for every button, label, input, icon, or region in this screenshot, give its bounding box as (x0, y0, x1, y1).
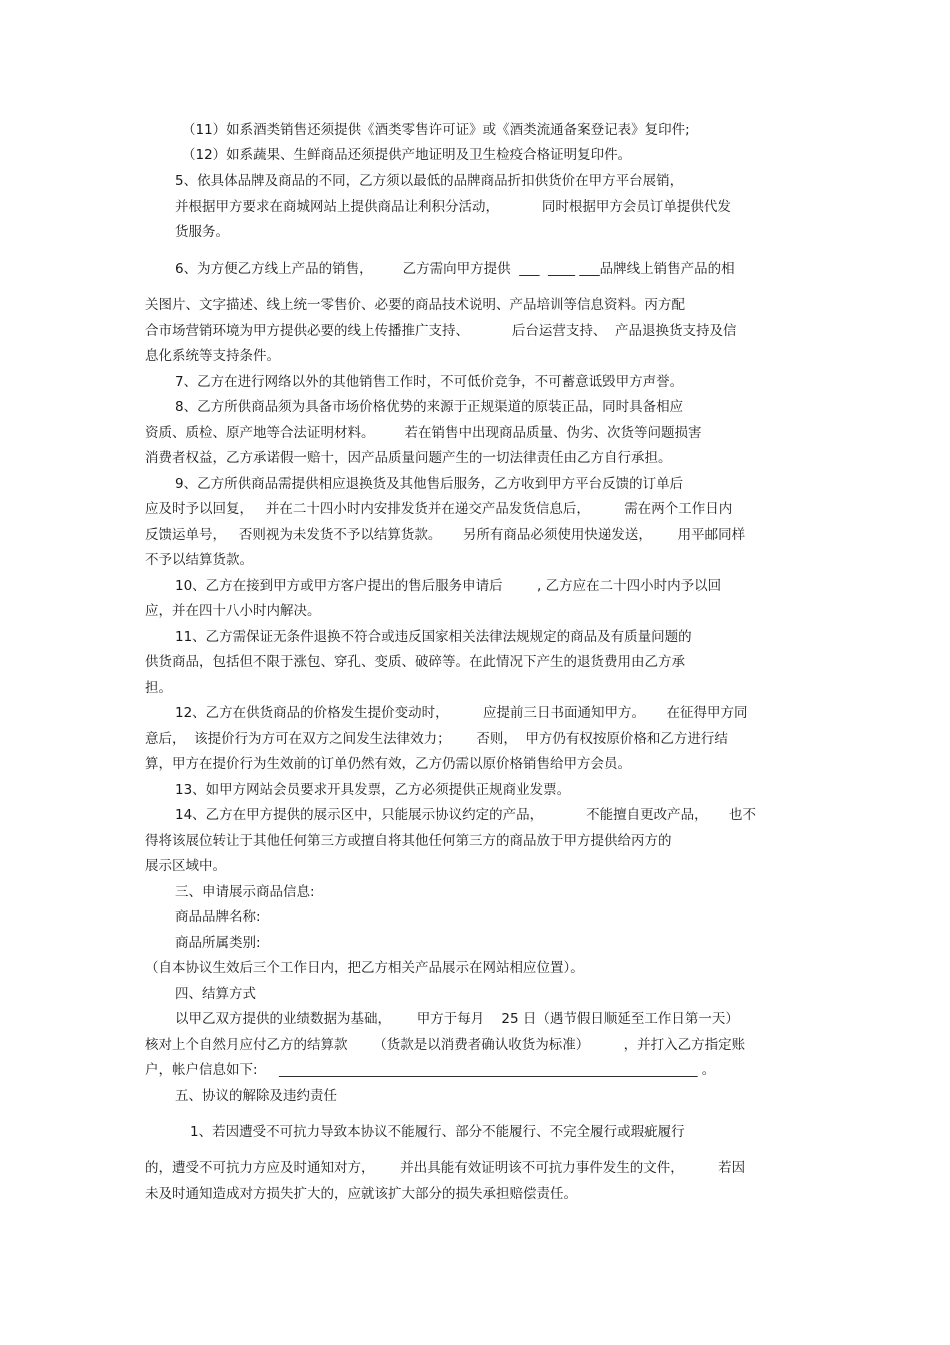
doc-line: 资质、质检、原产地等合法证明材料。 若在销售中出现商品质量、伪劣、次货等问题损害 (145, 425, 702, 441)
doc-line: 13、如甲方网站会员要求开具发票，乙方必须提供正规商业发票。 (175, 782, 571, 798)
doc-line: 货服务。 (175, 224, 229, 240)
field-label: 商品所属类别: (175, 935, 261, 951)
doc-line: 供货商品，包括但不限于涨包、穿孔、变质、破碎等。在此情况下产生的退货费用由乙方承 (145, 654, 685, 670)
doc-line: 10、乙方在接到甲方或甲方客户提出的售后服务申请后 , 乙方应在二十四小时内予以回 (175, 578, 722, 594)
doc-line: 担。 (145, 680, 172, 696)
section-heading: 三、申请展示商品信息: (175, 884, 315, 900)
doc-line: （11）如系酒类销售还须提供《酒类零售许可证》或《酒类流通备案登记表》复印件; (182, 122, 690, 138)
doc-line: （12）如系蔬果、生鲜商品还须提供产地证明及卫生检疫合格证明复印件。 (182, 147, 632, 163)
doc-line: 12、乙方在供货商品的价格发生提价变动时， 应提前三日书面通知甲方。 在征得甲方同 (175, 705, 748, 721)
section-heading: 五、协议的解除及违约责任 (175, 1088, 337, 1104)
doc-line: 以甲乙双方提供的业绩数据为基础， 甲方于每月 25 日（遇节假日顺延至工作日第一天） (175, 1011, 739, 1027)
doc-line: 未及时通知造成对方损失扩大的，应就该扩大部分的损失承担赔偿责任。 (145, 1186, 577, 1202)
doc-line: 核对上个自然月应付乙方的结算款 （货款是以消费者确认收货为标准） ，并打入乙方指定账 (145, 1037, 746, 1053)
doc-line: 8、乙方所供商品须为具备市场价格优势的来源于正规渠道的原装正品，同时具备相应 (175, 399, 684, 415)
doc-line: 反馈运单号， 否则视为未发货不予以结算货款。 另所有商品必须使用快递发送， 用平邮同样 (145, 527, 746, 543)
doc-line: 9、乙方所供商品需提供相应退换货及其他售后服务，乙方收到甲方平台反馈的订单后 (175, 476, 684, 492)
doc-line: 14、乙方在甲方提供的展示区中，只能展示协议约定的产品， 不能擅自更改产品， 也不 (175, 807, 757, 823)
doc-line: 展示区域中。 (145, 858, 226, 874)
doc-line: 户，帐户信息如下: ______________________________________________________________ 。 (145, 1062, 716, 1078)
doc-line: 不予以结算货款。 (145, 552, 253, 568)
doc-line: 并根据甲方要求在商城网站上提供商品让利积分活动， 同时根据甲方会员订单提供代发 (175, 199, 731, 215)
doc-line: 关图片、文字描述、线上统一零售价、必要的商品技术说明、产品培训等信息资料。丙方配 (145, 297, 685, 313)
doc-line: 7、乙方在进行网络以外的其他销售工作时，不可低价竞争，不可蓄意诋毁甲方声誉。 (175, 374, 684, 390)
doc-line: 合市场营销环境为甲方提供必要的线上传播推广支持、 后台运营支持、 产品退换货支持及信 (145, 323, 737, 339)
doc-line: 得将该展位转让于其他任何第三方或擅自将其他任何第三方的商品放于甲方提供给丙方的 (145, 833, 672, 849)
doc-line: 5、依具体品牌及商品的不同，乙方须以最低的品牌商品折扣供货价在甲方平台展销， (175, 173, 684, 189)
doc-line: 算，甲方在提价行为生效前的订单仍然有效，乙方仍需以原价格销售给甲方会员。 (145, 756, 631, 772)
doc-line: 息化系统等支持条件。 (145, 348, 280, 364)
doc-line: 1、若因遭受不可抗力导致本协议不能履行、部分不能履行、不完全履行或瑕疵履行 (190, 1124, 685, 1140)
doc-line: 意后， 该提价行为方可在双方之间发生法律效力； 否则， 甲方仍有权按原价格和乙方进行结 (145, 731, 728, 747)
doc-line: 6、为方便乙方线上产品的销售， 乙方需向甲方提供 ___ ____ ___品牌线上销售产品的相 (175, 261, 735, 277)
doc-line: 消费者权益，乙方承诺假一赔十，因产品质量问题产生的一切法律责任由乙方自行承担。 (145, 450, 672, 466)
section-heading: 四、结算方式 (175, 986, 256, 1002)
field-label: 商品品牌名称: (175, 909, 261, 925)
doc-line: （自本协议生效后三个工作日内，把乙方相关产品展示在网站相应位置）。 (145, 960, 584, 976)
doc-line: 应及时予以回复， 并在二十四小时内安排发货并在递交产品发货信息后， 需在两个工作日内 (145, 501, 733, 517)
doc-line: 应，并在四十八小时内解决。 (145, 603, 321, 619)
doc-line: 11、乙方需保证无条件退换不符合或违反国家相关法律法规规定的商品及有质量问题的 (175, 629, 692, 645)
doc-line: 的，遭受不可抗力方应及时通知对方， 并出具能有效证明该不可抗力事件发生的文件， 若因 (145, 1160, 746, 1176)
